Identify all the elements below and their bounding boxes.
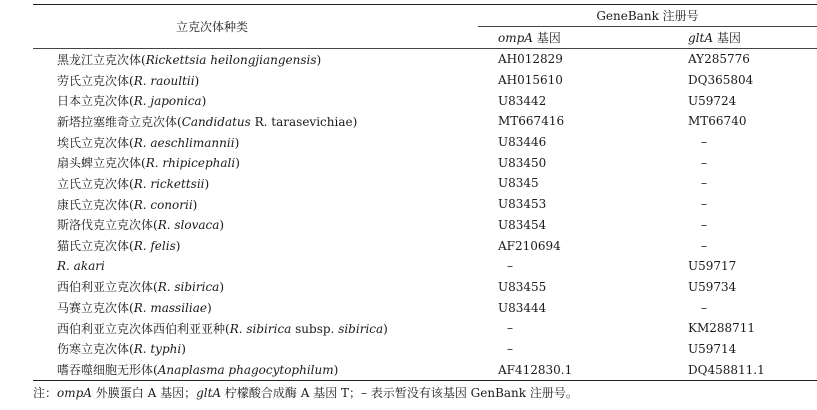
species-name-cell <box>33 235 478 256</box>
table-header <box>33 5 817 49</box>
species-name-text: 斯洛伐克立克次体( <box>57 218 158 233</box>
table-row <box>33 90 817 111</box>
species-name-text: 西伯利亚立克次体西伯利亚亚种( <box>57 321 230 336</box>
species-name-text: 立氏立克次体( <box>57 176 134 191</box>
species-latin-name: R. japonica <box>133 94 202 109</box>
species-name-cell <box>33 297 478 318</box>
ompa-accession-cell: AF210694 <box>498 238 561 253</box>
ompa-accession-cell: U8345 <box>498 176 539 191</box>
ompa-accession-cell: U83454 <box>498 217 547 232</box>
footnote-prefix: 注： <box>33 386 58 400</box>
glta-accession-cell: – <box>701 300 707 315</box>
species-name-text: ) <box>234 135 240 150</box>
ompa-accession-cell: – <box>507 321 513 336</box>
species-latin-name: R. massiliae <box>133 301 207 316</box>
species-latin-name: R. rhipicephali <box>145 156 236 171</box>
table-body <box>33 49 817 381</box>
species-name-cell <box>33 132 478 153</box>
footnote-ompa: ompA <box>57 386 92 400</box>
ompa-accession-cell: U83444 <box>498 300 547 315</box>
species-name-text: ) <box>316 52 322 67</box>
species-name-text: subsp. <box>291 321 339 336</box>
table-row <box>33 70 817 91</box>
species-name-text: ) <box>204 176 210 191</box>
species-name-cell <box>33 277 478 298</box>
species-name-cell <box>33 194 478 215</box>
ompa-accession-cell: AH012829 <box>498 52 563 67</box>
ompa-accession-cell: AH015610 <box>498 73 563 88</box>
species-name-text: 猫氏立克次体( <box>57 239 134 254</box>
species-name-text: ) <box>219 218 225 233</box>
species-latin-name: R. slovaca <box>157 218 220 233</box>
table-row <box>33 111 817 132</box>
species-latin-name: R. conorii <box>133 197 193 212</box>
species-name-cell <box>33 152 478 173</box>
species-name-text: 嗜吞噬细胞无形体( <box>57 363 158 378</box>
ompa-accession-cell: U83453 <box>498 197 547 212</box>
species-name-text: 伤寒立克次体( <box>57 342 134 357</box>
glta-accession-cell: U59734 <box>688 279 737 294</box>
footnote-glta-desc: 柠檬酸合成酶 A 基因 T；– 表示暂没有该基因 GenBank 注册号。 <box>221 386 578 400</box>
table-row <box>33 318 817 339</box>
table-row <box>33 173 817 194</box>
table-footnote <box>33 384 578 401</box>
species-latin-name: R. sibirica <box>157 280 220 295</box>
species-name-text: 西伯利亚立克次体( <box>57 280 158 295</box>
glta-accession-cell: DQ365804 <box>688 73 754 88</box>
species-name-text: 新塔拉塞维奇立克次体( <box>57 114 182 129</box>
table-row <box>33 132 817 153</box>
glta-accession-cell: – <box>701 197 707 212</box>
species-name-cell <box>33 111 478 132</box>
footnote-ompa-desc: 外膜蛋白 A 基因； <box>91 386 197 400</box>
species-name-text: ) <box>333 363 339 378</box>
species-latin-name: Rickettsia heilongjiangensis <box>145 52 317 67</box>
glta-accession-cell: KM288711 <box>688 321 756 336</box>
table-row <box>33 215 817 236</box>
glta-accession-cell: – <box>701 238 707 253</box>
ompa-header-suffix: 基因 <box>532 31 561 45</box>
species-name-cell <box>33 173 478 194</box>
ompa-accession-cell: MT667416 <box>498 114 565 129</box>
species-latin-name: R. aeschlimannii <box>133 135 235 150</box>
ompa-accession-cell: U83446 <box>498 135 547 150</box>
species-name-text: 埃氏立克次体( <box>57 135 134 150</box>
table-row <box>33 297 817 318</box>
species-latin-name: Anaplasma phagocytophilum <box>157 363 334 378</box>
glta-accession-cell: DQ458811.1 <box>688 362 765 377</box>
glta-accession-cell: – <box>701 217 707 232</box>
species-latin-name: R. raoultii <box>133 73 195 88</box>
species-name-text: 扇头蜱立克次体( <box>57 156 146 171</box>
species-name-text: 黑龙江立克次体( <box>57 52 146 67</box>
species-name-cell <box>33 90 478 111</box>
species-latin-name: R. akari <box>57 259 105 274</box>
species-name-text: 康氏立克次体( <box>57 197 134 212</box>
species-latin-name: R. felis <box>133 239 176 254</box>
species-name-cell <box>33 256 478 277</box>
ompa-column-header <box>478 27 661 49</box>
species-name-cell <box>33 339 478 360</box>
glta-accession-cell: U59714 <box>688 341 737 356</box>
ompa-accession-cell: – <box>507 341 513 356</box>
table-row <box>33 339 817 360</box>
species-name-text: ) <box>219 280 225 295</box>
ompa-accession-cell: U83455 <box>498 279 547 294</box>
species-column-header: 立克次体种类 <box>33 5 478 49</box>
species-name-text: ) <box>206 301 212 316</box>
ompa-accession-cell: AF412830.1 <box>498 362 573 377</box>
species-name-text: ) <box>175 239 181 254</box>
glta-gene-name: gltA <box>688 31 714 45</box>
species-latin-name: R. rickettsii <box>133 176 205 191</box>
table-row <box>33 49 817 70</box>
species-name-cell <box>33 70 478 91</box>
species-name-text: ) <box>201 94 207 109</box>
species-name-text: ) <box>194 73 200 88</box>
species-name-text: 马赛立克次体( <box>57 301 134 316</box>
footnote-glta: gltA <box>196 386 222 400</box>
glta-column-header <box>661 27 817 49</box>
species-name-cell <box>33 49 478 70</box>
species-name-cell <box>33 215 478 236</box>
glta-header-suffix: 基因 <box>713 31 741 45</box>
table-row <box>33 256 817 277</box>
ompa-gene-name: ompA <box>498 31 533 45</box>
species-name-cell <box>33 318 478 339</box>
ompa-accession-cell: – <box>507 259 513 274</box>
table-row <box>33 235 817 256</box>
species-name-text: 劳氏立克次体( <box>57 73 134 88</box>
table-row <box>33 194 817 215</box>
species-name-text: R. tarasevichiae) <box>250 114 358 129</box>
glta-accession-cell: AY285776 <box>688 52 750 67</box>
genebank-column-header: GeneBank 注册号 <box>478 5 817 27</box>
species-name-text: ) <box>235 156 240 171</box>
species-latin-name: sibirica <box>338 321 384 336</box>
species-name-text: ) <box>181 342 186 357</box>
table-row <box>33 152 817 173</box>
table-row <box>33 359 817 380</box>
species-name-text: ) <box>192 197 198 212</box>
species-latin-name: R. typhi <box>133 342 182 357</box>
species-latin-name: R. sibirica <box>229 321 292 336</box>
ompa-accession-cell: U83450 <box>498 155 547 170</box>
species-name-cell <box>33 359 478 380</box>
glta-accession-cell: – <box>701 176 707 191</box>
glta-accession-cell: U59724 <box>688 93 737 108</box>
glta-accession-cell: MT66740 <box>688 114 747 129</box>
glta-accession-cell: U59717 <box>688 259 737 274</box>
table-row <box>33 277 817 298</box>
species-name-text: 日本立克次体( <box>57 94 134 109</box>
genebank-table <box>33 4 817 381</box>
species-name-text: ) <box>383 321 388 336</box>
ompa-accession-cell: U83442 <box>498 93 547 108</box>
glta-accession-cell: – <box>701 155 707 170</box>
species-latin-name: Candidatus <box>181 114 251 129</box>
glta-accession-cell: – <box>701 135 707 150</box>
